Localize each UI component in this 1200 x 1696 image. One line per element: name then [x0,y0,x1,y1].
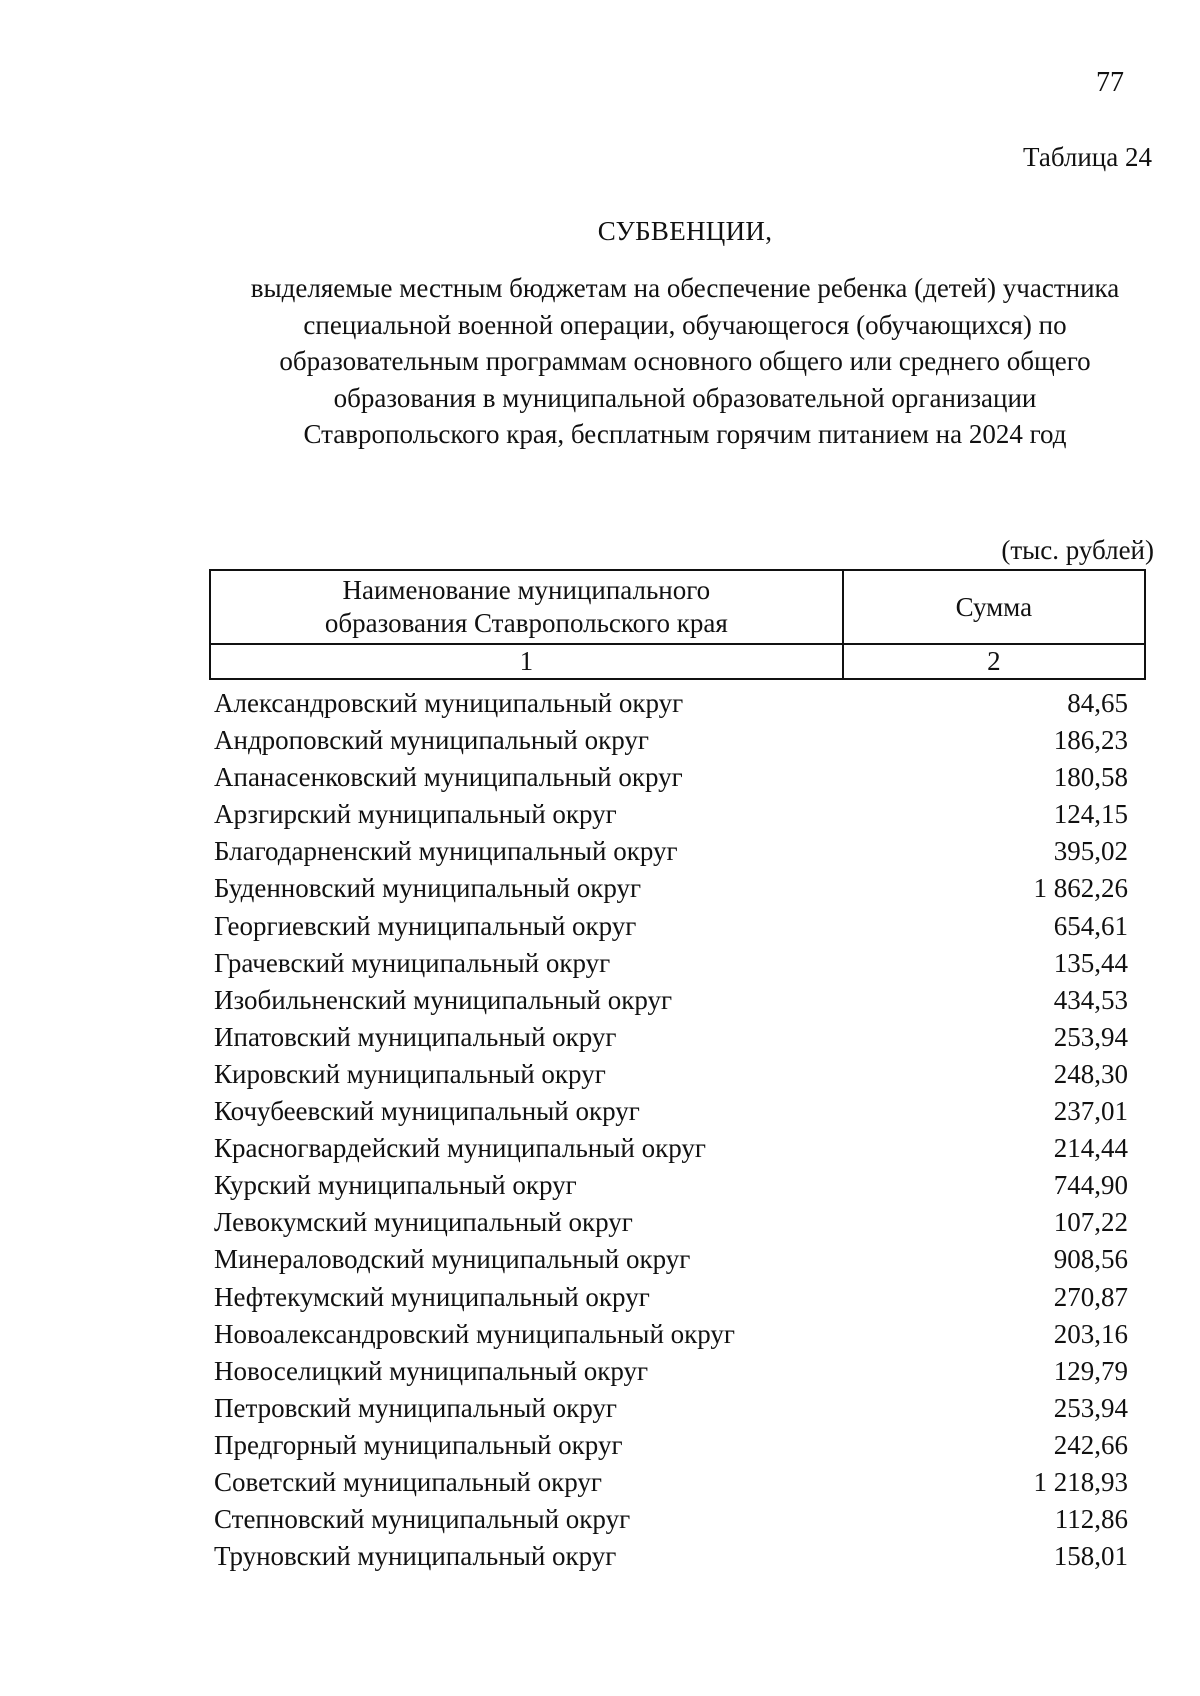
subsidy-amount: 248,30 [1053,1058,1128,1089]
municipality-name: Новоселицкий муниципальный округ [214,1355,649,1386]
table-row [214,1130,1128,1167]
subsidy-amount: 214,44 [1053,1133,1128,1164]
table-row [214,1241,1128,1278]
table-row [214,870,1128,907]
subtitle-line: Ставропольского края, бесплатным горячим питанием на 2024 год [303,419,1067,449]
table-row [214,1056,1128,1093]
units-note: (тыс. рублей) [1001,535,1154,565]
document-heading: СУБВЕНЦИИ, [597,216,773,246]
subsidy-amount: 180,58 [1053,762,1128,793]
municipality-name: Труновский муниципальный округ [214,1541,617,1572]
subsidy-amount: 1 218,93 [1033,1466,1128,1497]
municipality-name: Благодарненский муниципальный округ [214,836,678,867]
column-number-1: 1 [210,644,843,679]
municipality-name: Советский муниципальный округ [214,1466,602,1497]
table-row [214,1093,1128,1130]
table-row [214,1204,1128,1241]
document-subtitle [200,270,1170,453]
municipality-name: Минераловодский муниципальный округ [214,1244,691,1275]
subsidy-amount: 270,87 [1053,1281,1128,1312]
subsidy-amount: 242,66 [1053,1429,1128,1460]
table-row [214,1464,1128,1501]
subsidy-amount: 135,44 [1053,947,1128,978]
subsidy-amount: 203,16 [1053,1318,1128,1349]
subsidy-amount: 395,02 [1053,836,1128,867]
table-row [214,759,1128,796]
table-row [214,1353,1128,1390]
municipality-name: Нефтекумский муниципальный округ [214,1281,650,1312]
subsidy-amount: 158,01 [1053,1541,1128,1572]
municipality-name: Новоалександровский муниципальный округ [214,1318,735,1349]
subtitle-line: образования в муниципальной образовательной организации [333,382,1037,413]
table-row [214,908,1128,945]
subtitle-line: специальной военной операции, обучающегося (обучающихся) по [303,309,1067,340]
subsidy-amount: 129,79 [1053,1355,1128,1386]
table-row [214,1019,1128,1056]
municipality-name: Петровский муниципальный округ [214,1392,617,1423]
table-row [214,982,1128,1019]
subsidy-amount: 84,65 [1067,688,1128,718]
subsidy-amount: 186,23 [1053,725,1128,756]
table-label: Таблица 24 [1023,142,1152,172]
table-row [214,1427,1128,1464]
header-municipality-line: образования Ставропольского края [324,608,728,638]
subsidy-amount: 744,90 [1053,1170,1128,1201]
municipality-name: Кочубеевский муниципальный округ [214,1096,640,1127]
municipality-name: Красногвардейский муниципальный округ [214,1133,706,1164]
column-number-2: 2 [843,644,1145,679]
table-row [214,685,1128,722]
municipality-name: Степновский муниципальный округ [214,1504,631,1535]
subsidy-amount: 253,94 [1053,1021,1128,1052]
municipality-name: Буденновский муниципальный округ [214,873,642,904]
table-row [214,1501,1128,1538]
page-number: 77 [1096,67,1124,98]
subsidy-amount: 434,53 [1053,984,1128,1015]
subsidy-amount: 124,15 [1053,799,1128,830]
municipality-name: Левокумский муниципальный округ [214,1207,633,1238]
subtitle-line: образовательным программам основного общего или среднего общего [279,346,1091,376]
municipality-name: Изобильненский муниципальный округ [214,984,673,1015]
municipality-name: Кировский муниципальный округ [214,1058,606,1089]
subsidy-amount: 253,94 [1053,1392,1128,1423]
municipality-name: Александровский муниципальный округ [214,688,684,718]
table-row [214,796,1128,833]
table-body [214,685,1128,1575]
municipality-name: Апанасенковский муниципальный округ [214,762,683,793]
table-row [214,1390,1128,1427]
header-municipality-line: Наименование муниципального [342,575,711,605]
header-sum: Сумма [843,570,1145,644]
table-row [214,1167,1128,1204]
municipality-name: Грачевский муниципальный округ [214,947,611,978]
municipality-name: Ипатовский муниципальный округ [214,1021,617,1052]
table-row [214,722,1128,759]
subsidy-amount: 237,01 [1053,1096,1128,1127]
subsidy-amount: 908,56 [1053,1244,1128,1275]
table-row [214,1279,1128,1316]
table-row [214,1538,1128,1575]
table-row [214,1316,1128,1353]
subsidy-amount: 654,61 [1053,910,1128,941]
table-row [214,945,1128,982]
subsidy-amount: 1 862,26 [1033,873,1128,904]
header-municipality [210,570,843,644]
subsidy-amount: 107,22 [1053,1207,1128,1238]
municipality-name: Курский муниципальный округ [214,1170,577,1201]
municipality-name: Предгорный муниципальный округ [214,1429,623,1460]
subtitle-line: выделяемые местным бюджетам на обеспечение ребенка (детей) участника [250,273,1120,303]
column-number-row [210,644,1145,679]
subsidy-amount: 112,86 [1054,1504,1128,1535]
municipality-name: Арзгирский муниципальный округ [214,799,617,830]
table-row [214,833,1128,870]
header-row [210,570,1145,644]
municipality-name: Георгиевский муниципальный округ [214,910,637,941]
municipality-name: Андроповский муниципальный округ [214,725,649,756]
table-header [209,569,1146,680]
